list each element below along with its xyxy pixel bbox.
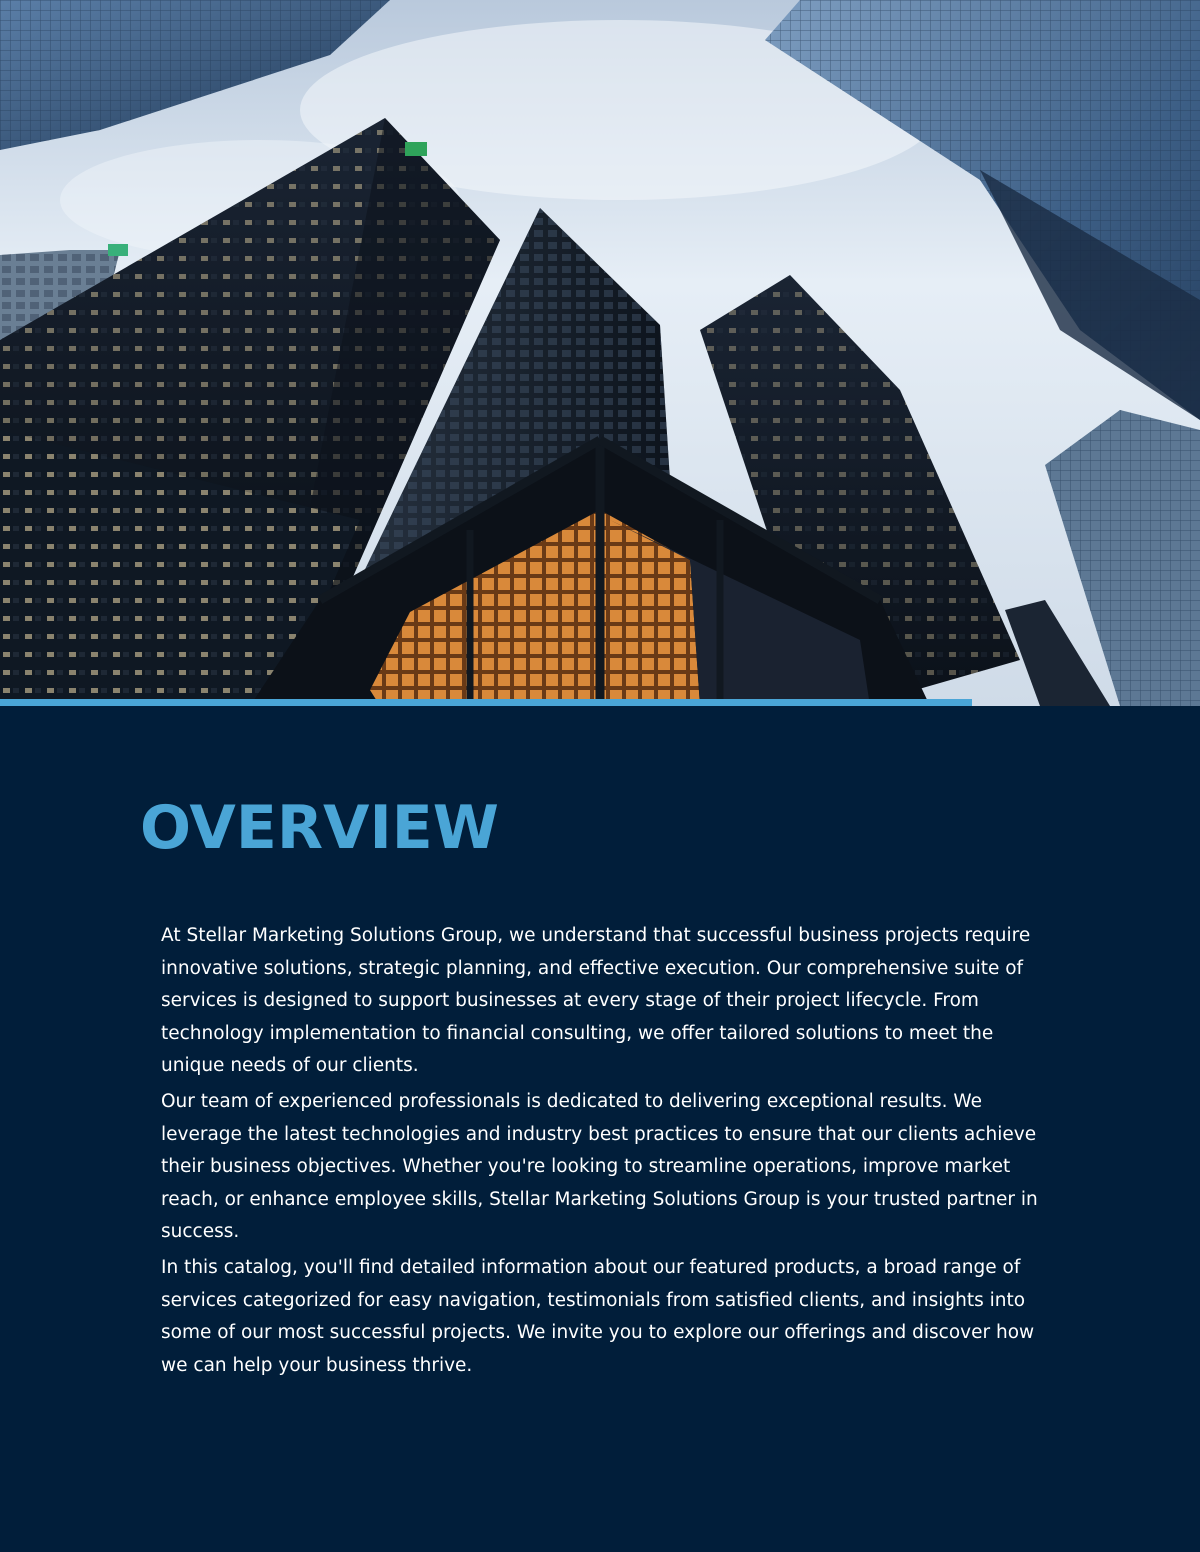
overview-paragraph-1: At Stellar Marketing Solutions Group, we understand that successful business projects require innovative solutions, strategic planning, and effective execution. Our comprehensive suite of services is designed to support businesses at every stage of their project lifecycle. From technology implementation to financial consulting, we offer tailored solutions to meet the unique needs of our clients. [161, 925, 1031, 1077]
accent-bar [0, 699, 972, 706]
skyscrapers-photo-icon [0, 0, 1200, 706]
overview-body [161, 920, 1061, 1385]
page-title: OVERVIEW [140, 793, 499, 863]
hero-image [0, 0, 1200, 706]
overview-paragraph-3: In this catalog, you'll find detailed information about our featured products, a broad range of services categorized for easy navigation, testimonials from satisfied clients, and insights into some of our most successful projects. We invite you to explore our offerings and discover how we can help your business thrive. [161, 1256, 1035, 1376]
overview-paragraph-2: Our team of experienced professionals is dedicated to delivering exceptional results. We leverage the latest technologies and industry best practices to ensure that our clients achieve their business objectives. Whether you're looking to streamline operations, improve market reach, or enhance employee skills, Stellar Marketing Solutions Group is your trusted partner in success. [161, 1090, 1038, 1243]
